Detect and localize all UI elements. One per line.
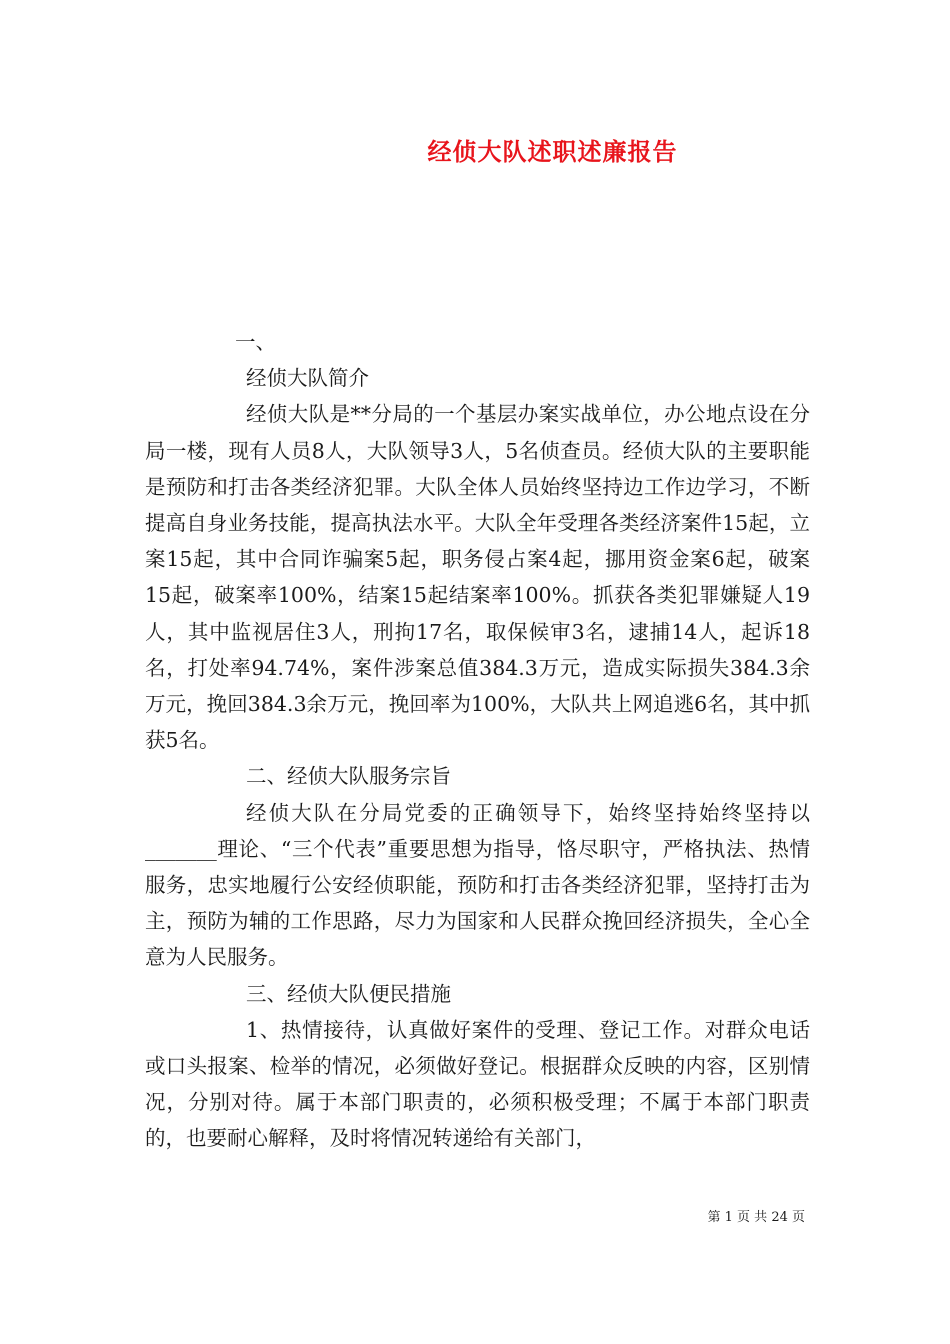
document-title: 经侦大队述职述廉报告 bbox=[427, 137, 678, 166]
section-2-heading: 二、经侦大队服务宗旨 bbox=[246, 764, 451, 789]
document-body bbox=[145, 324, 810, 1157]
page-number-footer: 第 1 页 共 24 页 bbox=[707, 1210, 805, 1225]
section-1-paragraph: 经侦大队是**分局的一个基层办案实战单位，办公地点设在分局一楼，现有人员8人，大队领导3人，5名侦查员。经侦大队的主要职能是预防和打击各类经济犯罪。大队全体人员始终坚持边工作边学习，不断提高自身业务技能，提高执法水平。大队全年受理各类经济案件15起，立案15起，其中合同诈骗案5起，职务侵占案4起，挪用资金案6起，破案15起，破案率100%，结案15起结案率100%。抓获各类犯罪嫌疑人19人，其中监视居住3人，刑拘17名，取保候审3名，逮捕14人，起诉18名，打处率94.74%，案件涉案总值384.3万元，造成实际损失384.3余万元，挽回384.3余万元，挽回率为100%，大队共上网追逃6名，其中抓获5名。 bbox=[145, 402, 810, 753]
section-2-paragraph: 经侦大队在分局党委的正确领导下，始终坚持始终坚持以_______理论、“三个代表”重要思想为指导，恪尽职守，严格执法、热情服务，忠实地履行公安经侦职能，预防和打击各类经济犯罪，坚持打击为主，预防为辅的工作思路，尽力为国家和人民群众挽回经济损失，全心全意为人民服务。 bbox=[145, 800, 810, 970]
section-1-heading: 经侦大队简介 bbox=[246, 366, 369, 391]
section-3-paragraph: 1、热情接待，认真做好案件的受理、登记工作。对群众电话或口头报案、检举的情况，必须做好登记。根据群众反映的内容，区别情况，分别对待。属于本部门职责的，必须积极受理；不属于本部门职责的，也要耐心解释，及时将情况转递给有关部门， bbox=[145, 1017, 810, 1151]
section-1-number: 一、 bbox=[235, 330, 276, 354]
section-3-heading: 三、经侦大队便民措施 bbox=[246, 981, 451, 1006]
